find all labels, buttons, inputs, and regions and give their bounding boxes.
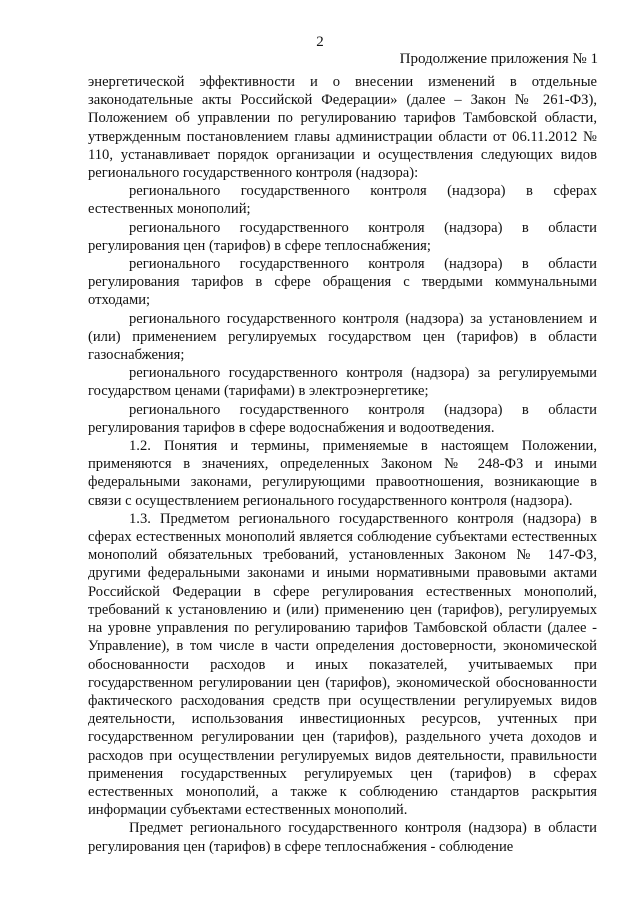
paragraph: регионального государственного контроля (надзора) в области регулирования тарифов в сфере обращения с твердыми коммунальными отходами; [88,256,597,309]
appendix-continuation-note: Продолжение приложения № 1 [399,51,598,67]
paragraph: Предмет регионального государственного контроля (надзора) в области регулирования цен (тарифов) в сфере теплоснабжения - соблюдение [88,820,597,855]
paragraph: 1.3. Предметом регионального государственного контроля (надзора) в сферах естественных монополий является соблюдение субъектами естественных монополий обязательных требований, установленных Законом № 147-ФЗ, другими федеральными законами и иными нормативными правовыми актами Российской Федерации в сфере регулирования естественных монополий, требований к установлению и (или) применению цен (тарифов), регулируемых на уровне управления по регулированию тарифов Тамбовской области (далее - Управление), в том числе в части определения достоверности, экономической обоснованности расходов и иных показателей, учитываемых при государственном регулировании цен (тарифов), экономической обоснованности фактического расходования средств при осуществлении регулируемых видов деятельности, использования инвестиционных ресурсов, учтенных при государственном регулировании цен (тарифов), раздельного учета доходов и расходов при осуществлении регулируемых видов деятельности, правильности применения государственных регулируемых цен (тарифов) в сферах естественных монополий, а также к соблюдению стандартов раскрытия информации субъектами естественных монополий. [88,510,597,819]
paragraph: энергетической эффективности и о внесении изменений в отдельные законодательные акты Российской Федерации» (далее – Закон № 261-ФЗ), Положением об управлении по регулированию тарифов Тамбовской области, утвержденным постановлением главы администрации области от 06.11.2012 № 110, устанавливает порядок организации и осуществления следующих видов регионального государственного контроля (надзора): [88,74,597,182]
paragraph: регионального государственного контроля (надзора) в сферах естественных монополий; [88,183,597,218]
page-number: 2 [316,34,324,50]
paragraph: регионального государственного контроля (надзора) в области регулирования тарифов в сфере водоснабжения и водоотведения. [88,401,597,436]
paragraph: 1.2. Понятия и термины, применяемые в настоящем Положении, применяются в значениях, определенных Законом № 248-ФЗ и иными федеральными законами, регулирующими правоотношения, возникающие в связи с осуществлением регионального государственного контроля (надзора). [88,438,597,509]
paragraph: регионального государственного контроля (надзора) за регулируемыми государством ценами (тарифами) в электроэнергетике; [88,365,597,400]
paragraph: регионального государственного контроля (надзора) в области регулирования цен (тарифов) в сфере теплоснабжения; [88,219,597,254]
document-body [88,73,597,856]
paragraph: регионального государственного контроля (надзора) за установлением и (или) применением регулируемых государством цен (тарифов) в области газоснабжения; [88,310,597,364]
